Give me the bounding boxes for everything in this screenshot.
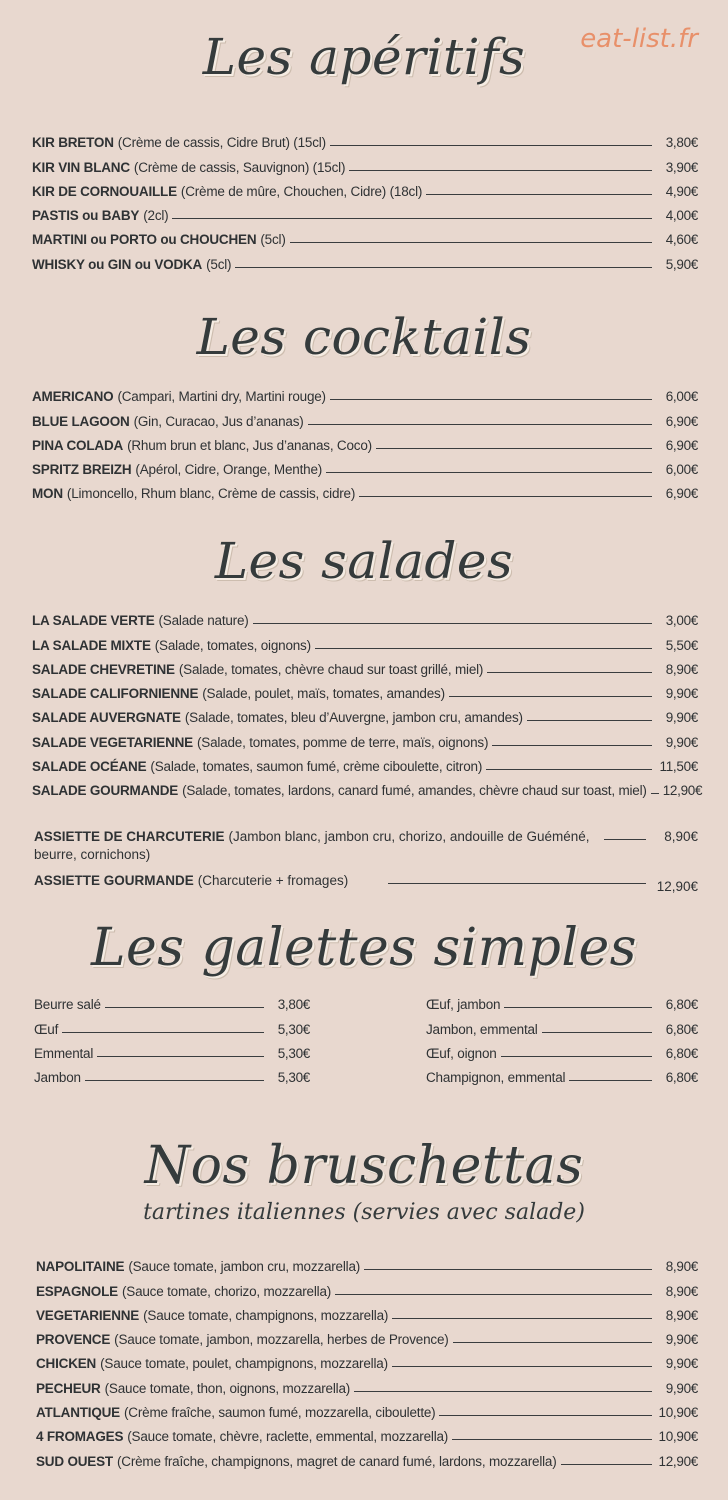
- menu-item: [426, 1061, 698, 1085]
- section-title-aperitifs: Les apéritifs: [202, 28, 526, 86]
- dotted-leader: [486, 769, 652, 770]
- item-name: SALADE GOURMANDE: [32, 783, 179, 799]
- item-name: VEGETARIENNE: [36, 1307, 140, 1323]
- item-price: 6,90€: [665, 486, 698, 502]
- menu-item: [34, 1037, 310, 1061]
- assiette-item: [34, 822, 698, 866]
- menu-item: [32, 725, 698, 749]
- dotted-leader: [561, 1464, 652, 1465]
- item-price: 5,30€: [277, 1021, 310, 1037]
- item-description: (Sauce tomate, jambon, mozzarella, herbes de Provence): [114, 1332, 449, 1348]
- item-description: (Crème de cassis, Cidre Brut) (15cl): [117, 135, 326, 151]
- item-description: (Crème fraîche, champignons, magret de canard fumé, lardons, mozzarella): [116, 1453, 557, 1469]
- item-description: (Salade, tomates, chèvre chaud sur toast grillé, miel): [178, 661, 484, 677]
- item-description: (Jambon blanc, jambon cru, chorizo, andouille de Guéméné,: [228, 829, 590, 844]
- item-description: (Salade, tomates, lardons, canard fumé, amandes, chèvre chaud sur toast, miel): [182, 783, 647, 799]
- menu-item: [36, 1250, 698, 1274]
- item-description: (2cl): [143, 208, 169, 224]
- dotted-leader: [315, 648, 652, 649]
- galettes-right-list: [426, 988, 698, 1085]
- item-price: 6,80€: [665, 1021, 698, 1037]
- item-name: NAPOLITAINE: [36, 1259, 125, 1275]
- item-name: ESPAGNOLE: [36, 1283, 118, 1299]
- item-name: Jambon: [34, 1070, 81, 1086]
- menu-item: [32, 126, 698, 150]
- dotted-leader: [376, 448, 652, 449]
- dotted-leader: [504, 1007, 652, 1008]
- item-name: SALADE OCÉANE: [32, 759, 147, 775]
- item-description: (Salade, poulet, maïs, tomates, amandes): [202, 686, 445, 702]
- galettes-left-list: [34, 988, 310, 1085]
- dotted-leader: [349, 170, 652, 171]
- menu-item: [32, 429, 698, 453]
- item-price: 6,80€: [665, 1045, 698, 1061]
- menu-item: [36, 1396, 698, 1420]
- assiette-item: [34, 866, 698, 894]
- dotted-leader: [439, 1415, 652, 1416]
- item-name: ASSIETTE DE CHARCUTERIE: [34, 829, 225, 844]
- item-name: Beurre salé: [34, 997, 101, 1013]
- item-price: 6,00€: [665, 389, 698, 405]
- item-description: (Salade, tomates, bleu d’Auvergne, jambon cru, amandes): [184, 710, 523, 726]
- item-name: PECHEUR: [36, 1380, 101, 1396]
- dotted-leader: [85, 1080, 264, 1081]
- menu-item: [32, 380, 698, 404]
- item-price: 8,90€: [664, 829, 698, 844]
- section-title-galettes: Les galettes simples: [91, 918, 637, 978]
- item-name: SALADE CHEVRETINE: [32, 661, 175, 677]
- menu-item: [32, 223, 698, 247]
- item-description-continued: beurre, cornichons): [34, 847, 151, 862]
- menu-item: [32, 653, 698, 677]
- item-description: (5cl): [260, 232, 286, 248]
- menu-item: [32, 774, 703, 799]
- item-price: 10,90€: [658, 1429, 698, 1445]
- dotted-leader: [392, 1366, 652, 1367]
- item-name: PASTIS ou BABY: [32, 208, 140, 224]
- item-description: (Sauce tomate, chorizo, mozzarella): [121, 1283, 332, 1299]
- item-price: 5,50€: [665, 637, 698, 653]
- item-price: 4,60€: [665, 232, 698, 248]
- item-name: Œuf: [34, 1021, 59, 1037]
- item-description: (Salade, tomates, saumon fumé, crème ciboulette, citron): [150, 759, 483, 775]
- dotted-leader: [290, 242, 652, 243]
- item-name: Emmental: [34, 1045, 94, 1061]
- menu-item: [32, 604, 698, 628]
- item-name: SPRITZ BREIZH: [32, 462, 132, 478]
- item-name: Champignon, emmental: [426, 1070, 566, 1086]
- dotted-leader: [388, 883, 646, 884]
- item-price: 8,90€: [665, 1259, 698, 1275]
- item-name: SALADE CALIFORNIENNE: [32, 686, 199, 702]
- menu-item: [32, 247, 698, 271]
- item-name: ATLANTIQUE: [36, 1405, 120, 1421]
- item-description: (Sauce tomate, chèvre, raclette, emmental, mozzarella): [127, 1429, 449, 1445]
- item-price: 12,90€: [658, 1453, 698, 1469]
- item-description: (Gin, Curacao, Jus d’ananas): [133, 413, 304, 429]
- item-name: Œuf, oignon: [426, 1045, 497, 1061]
- item-name: Œuf, jambon: [426, 997, 501, 1013]
- dotted-leader: [253, 623, 652, 624]
- item-description: (Apérol, Cidre, Orange, Menthe): [135, 462, 323, 478]
- item-price: 11,50€: [659, 759, 698, 775]
- item-name: CHICKEN: [36, 1356, 97, 1372]
- bruschettas-list: [36, 1250, 698, 1469]
- item-price: 9,90€: [665, 1356, 698, 1372]
- menu-item: [34, 988, 310, 1012]
- menu-item: [36, 1274, 698, 1298]
- item-description: (Charcuterie + fromages): [197, 873, 349, 888]
- item-price: 8,90€: [665, 1307, 698, 1323]
- item-name: MON: [32, 486, 63, 502]
- section-title-cocktails: Les cocktails: [196, 308, 532, 366]
- item-name: WHISKY ou GIN ou VODKA: [32, 256, 203, 272]
- item-description: (Salade nature): [158, 613, 249, 629]
- item-price: 6,90€: [665, 413, 698, 429]
- item-price: 8,90€: [665, 661, 698, 677]
- item-name: BLUE LAGOON: [32, 413, 130, 429]
- item-name: KIR VIN BLANC: [32, 159, 130, 175]
- dotted-leader: [501, 1056, 652, 1057]
- dotted-leader: [354, 1391, 652, 1392]
- item-price: 6,90€: [665, 437, 698, 453]
- item-price: 9,90€: [665, 1332, 698, 1348]
- menu-item: [32, 628, 698, 652]
- section-title-salades: Les salades: [214, 532, 514, 590]
- menu-item: [36, 1299, 698, 1323]
- item-description: (Sauce tomate, champignons, mozzarella): [143, 1307, 389, 1323]
- assiettes-block: [34, 822, 698, 894]
- item-price: 12,90€: [656, 879, 698, 894]
- menu-item: [36, 1347, 698, 1371]
- dotted-leader: [326, 472, 652, 473]
- menu-item: [36, 1323, 698, 1347]
- item-price: 3,90€: [665, 159, 698, 175]
- item-price: 5,30€: [277, 1070, 310, 1086]
- menu-item: [34, 1012, 310, 1036]
- menu-item: [36, 1420, 698, 1444]
- dotted-leader: [487, 672, 652, 673]
- item-price: 9,90€: [665, 710, 698, 726]
- dotted-leader: [62, 1032, 264, 1033]
- dotted-leader: [651, 793, 659, 794]
- menu-item: [36, 1371, 698, 1395]
- item-description: (Sauce tomate, thon, oignons, mozzarella): [104, 1380, 351, 1396]
- dotted-leader: [426, 194, 652, 195]
- item-price: 5,30€: [277, 1045, 310, 1061]
- aperitifs-list: [32, 126, 698, 272]
- menu-item: [32, 750, 698, 774]
- dotted-leader: [492, 745, 652, 746]
- dotted-leader: [452, 1439, 652, 1440]
- menu-item: [426, 1012, 698, 1036]
- item-price: 4,90€: [665, 183, 698, 199]
- dotted-leader: [330, 145, 652, 146]
- dotted-leader: [569, 1080, 652, 1081]
- item-price: 10,90€: [658, 1405, 698, 1421]
- item-name: SALADE VEGETARIENNE: [32, 734, 193, 750]
- item-description: (Crème fraîche, saumon fumé, mozzarella, ciboulette): [124, 1405, 436, 1421]
- item-price: 6,00€: [665, 462, 698, 478]
- item-name: KIR DE CORNOUAILLE: [32, 183, 177, 199]
- dotted-leader: [235, 267, 652, 268]
- item-name: AMERICANO: [32, 389, 114, 405]
- menu-item: [426, 988, 698, 1012]
- item-name: ASSIETTE GOURMANDE: [34, 873, 194, 888]
- menu-item: [32, 677, 698, 701]
- dotted-leader: [449, 696, 652, 697]
- dotted-leader: [604, 839, 647, 840]
- dotted-leader: [330, 399, 652, 400]
- watermark: eat-list.fr: [580, 24, 698, 54]
- item-description: (Salade, tomates, oignons): [154, 637, 311, 653]
- dotted-leader: [527, 720, 652, 721]
- dotted-leader: [335, 1294, 652, 1295]
- menu-item: [32, 404, 698, 428]
- item-description: (5cl): [206, 256, 232, 272]
- menu-item: [32, 453, 698, 477]
- item-price: 12,90€: [662, 783, 703, 799]
- menu-item: [32, 701, 698, 725]
- item-description: (Rhum brun et blanc, Jus d’ananas, Coco): [127, 437, 372, 453]
- item-name: SALADE AUVERGNATE: [32, 710, 181, 726]
- item-price: 9,90€: [665, 734, 698, 750]
- item-price: 3,80€: [665, 135, 698, 151]
- item-name: LA SALADE MIXTE: [32, 637, 151, 653]
- item-name: SUD OUEST: [36, 1453, 113, 1469]
- menu-item: [32, 477, 698, 501]
- section-title-bruschettas: Nos bruschettas: [144, 1136, 584, 1196]
- dotted-leader: [453, 1342, 652, 1343]
- item-name: PROVENCE: [36, 1332, 111, 1348]
- dotted-leader: [542, 1032, 652, 1033]
- item-price: 8,90€: [665, 1283, 698, 1299]
- item-price: 4,00€: [665, 208, 698, 224]
- item-name: KIR BRETON: [32, 135, 114, 151]
- item-name: PINA COLADA: [32, 437, 124, 453]
- menu-item: [32, 199, 698, 223]
- menu-item: [36, 1444, 698, 1468]
- item-description: (Sauce tomate, jambon cru, mozzarella): [128, 1259, 361, 1275]
- item-name: MARTINI ou PORTO ou CHOUCHEN: [32, 232, 257, 248]
- item-price: 3,80€: [277, 997, 310, 1013]
- cocktails-list: [32, 380, 698, 501]
- item-description: (Campari, Martini dry, Martini rouge): [117, 389, 326, 405]
- dotted-leader: [392, 1318, 652, 1319]
- menu-item: [32, 175, 698, 199]
- item-price: 6,80€: [665, 997, 698, 1013]
- menu-item: [32, 150, 698, 174]
- item-description: (Sauce tomate, poulet, champignons, mozzarella): [100, 1356, 388, 1372]
- salades-list: [32, 604, 703, 799]
- menu-item: [34, 1061, 310, 1085]
- item-price: 9,90€: [665, 686, 698, 702]
- item-price: 5,90€: [665, 256, 698, 272]
- item-description: (Crème de cassis, Sauvignon) (15cl): [133, 159, 346, 175]
- item-name: Jambon, emmental: [426, 1021, 538, 1037]
- item-description: (Limoncello, Rhum blanc, Crème de cassis, cidre): [66, 486, 356, 502]
- menu-item: [426, 1037, 698, 1061]
- item-name: 4 FROMAGES: [36, 1429, 124, 1445]
- dotted-leader: [105, 1007, 264, 1008]
- item-price: 9,90€: [665, 1380, 698, 1396]
- item-description: (Crème de mûre, Chouchen, Cidre) (18cl): [180, 183, 423, 199]
- dotted-leader: [308, 424, 652, 425]
- section-subtitle-bruschettas: tartines italiennes (servies avec salade): [143, 1200, 585, 1225]
- dotted-leader: [97, 1056, 264, 1057]
- item-name: LA SALADE VERTE: [32, 613, 155, 629]
- dotted-leader: [359, 496, 652, 497]
- item-description: (Salade, tomates, pomme de terre, maïs, oignons): [196, 734, 489, 750]
- item-price: 6,80€: [665, 1070, 698, 1086]
- dotted-leader: [364, 1269, 652, 1270]
- item-price: 3,00€: [665, 613, 698, 629]
- dotted-leader: [172, 218, 652, 219]
